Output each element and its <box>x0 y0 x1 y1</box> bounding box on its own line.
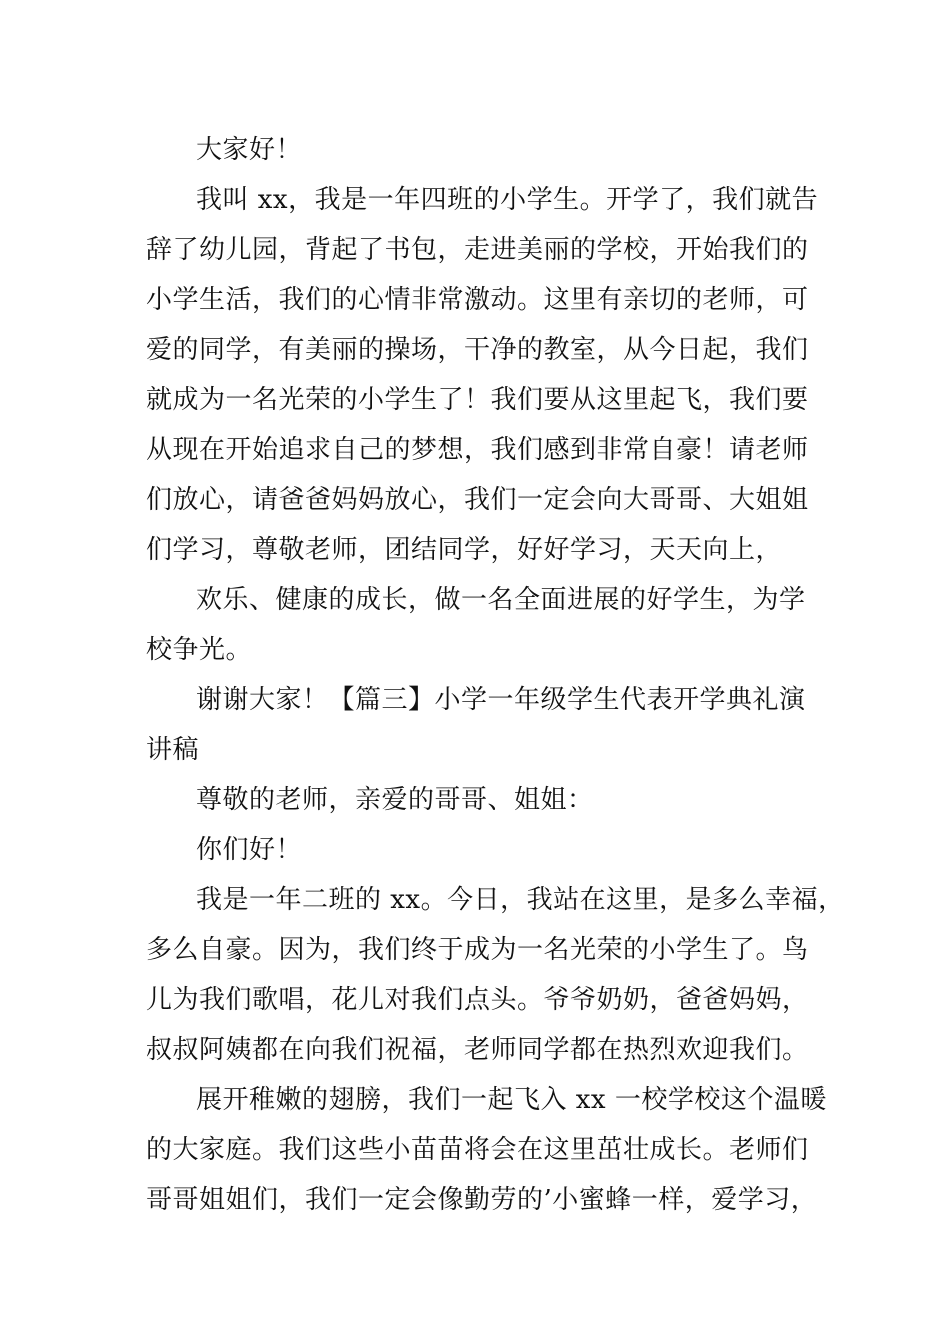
paragraph-line: 我叫 xx，我是一年四班的小学生。开学了，我们就告 <box>196 185 819 215</box>
paragraph-line: 叔叔阿姨都在向我们祝福，老师同学都在热烈欢迎我们。 <box>146 1035 809 1065</box>
greeting-line: 大家好！ <box>196 135 303 165</box>
paragraph-line: 儿为我们歌唱，花儿对我们点头。爷爷奶奶，爸爸妈妈， <box>146 985 809 1015</box>
paragraph-line: 我是一年二班的 xx。今日，我站在这里，是多么幸福， <box>196 885 845 915</box>
paragraph-line: 爱的同学，有美丽的操场，干净的教室，从今日起，我们 <box>146 335 809 365</box>
salutation-line: 尊敬的老师，亲爱的哥哥、姐姐： <box>196 785 594 815</box>
paragraph-line: 们放心，请爸爸妈妈放心，我们一定会向大哥哥、大姐姐 <box>146 485 809 515</box>
paragraph-line: 的大家庭。我们这些小苗苗将会在这里茁壮成长。老师们 <box>146 1135 809 1165</box>
paragraph-line: 哥哥姐姐们，我们一定会像勤劳的’小蜜蜂一样，爱学习， <box>146 1185 818 1215</box>
paragraph-line: 校争光。 <box>146 635 253 665</box>
paragraph-line: 多么自豪。因为，我们终于成为一名光荣的小学生了。鸟 <box>146 935 809 965</box>
paragraph-line: 展开稚嫩的翅膀，我们一起飞入 xx 一校学校这个温暖 <box>196 1085 827 1115</box>
section-heading-line: 讲稿 <box>146 735 200 765</box>
paragraph-line: 辞了幼儿园，背起了书包，走进美丽的学校，开始我们的 <box>146 235 809 265</box>
paragraph-line: 就成为一名光荣的小学生了！我们要从这里起飞，我们要 <box>146 385 809 415</box>
section-heading-line: 谢谢大家！【篇三】小学一年级学生代表开学典礼演 <box>196 685 806 715</box>
paragraph-line: 欢乐、健康的成长，做一名全面进展的好学生，为学 <box>196 585 806 615</box>
paragraph-line: 们学习，尊敬老师，团结同学，好好学习，天天向上， <box>146 535 783 565</box>
paragraph-line: 小学生活，我们的心情非常激动。这里有亲切的老师，可 <box>146 285 809 315</box>
greeting-line: 你们好！ <box>196 835 303 865</box>
paragraph-line: 从现在开始追求自己的梦想，我们感到非常自豪！请老师 <box>146 435 809 465</box>
